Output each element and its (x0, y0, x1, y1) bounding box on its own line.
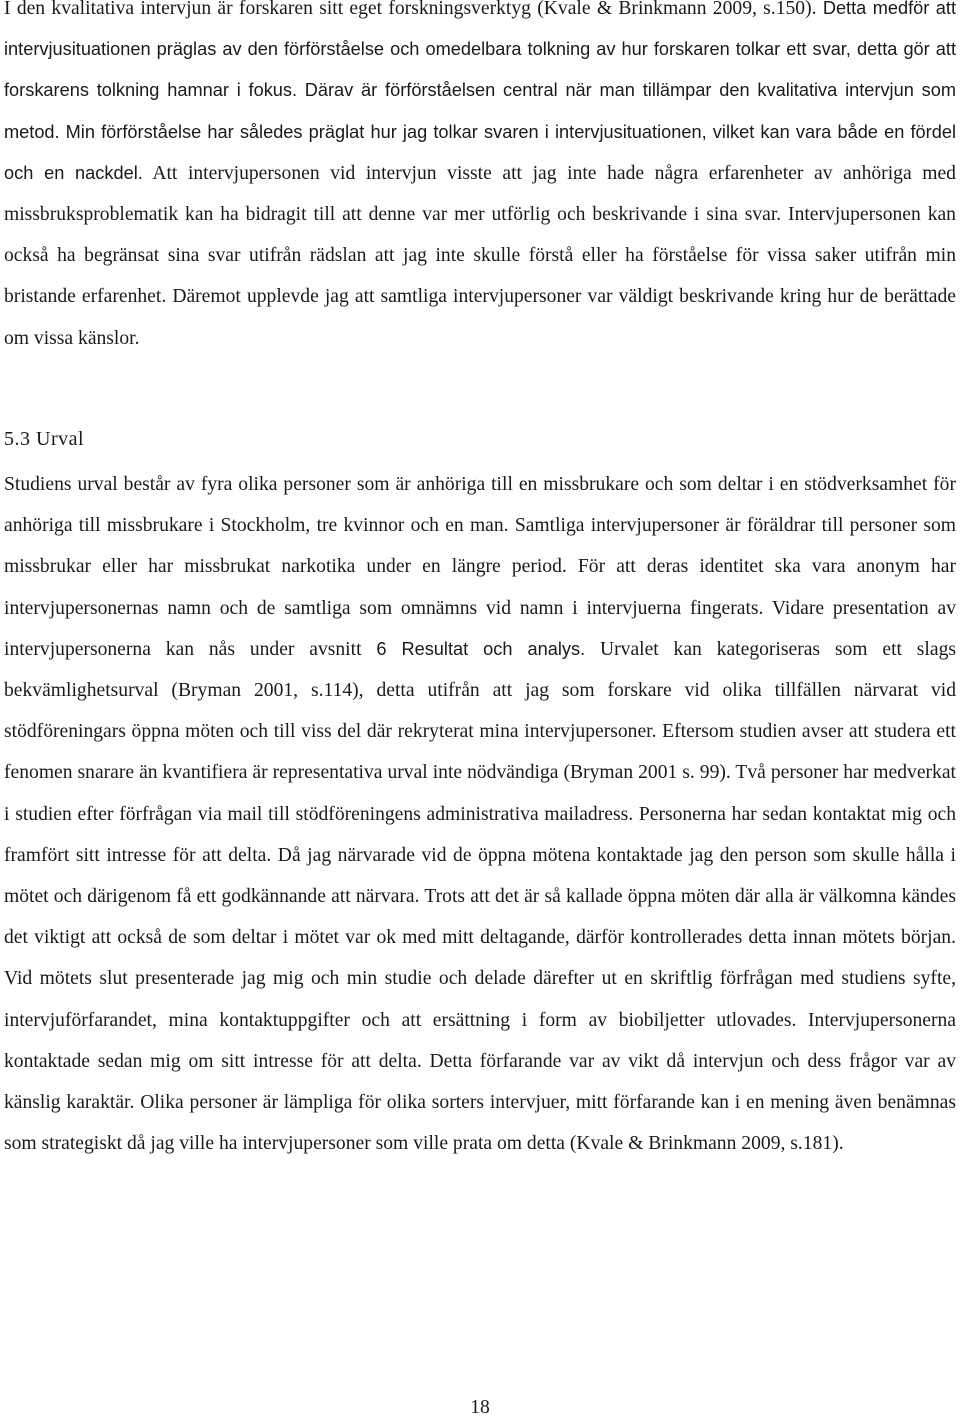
paragraph-text: Urvalet kan kategoriseras som ett slags bekvämlighetsurval (Bryman 2001, s.114), detta utifrån att jag som forskare vid olika tillfällen närvarat vid stödföreningars öppna möten och till viss del där rekryterat mina intervjupersoner. Eftersom studien avser att studera ett fenomen snarare än kvantifiera är representativa urval inte nödvändiga (Bryman 2001 s. 99). Två personer har medverkat i studien efter förfrågan via mail till stödföreningens administrativa mailadress. Personerna har sedan kontaktat mig och framfört sitt intresse för att delta. Då jag närvarade vid de öppna mötena kontaktade jag den person som skulle hålla i mötet och därigenom få ett godkännande att närvara. Trots att det är så kallade öppna möten där alla är välkomna kändes det viktigt att också de som deltar i mötet var ok med mitt deltagande, därför kontrollerades detta innan mötets början. Vid mötets slut presenterade jag mig och min studie och delade därefter ut en skriftlig förfrågan med studiens syfte, intervjuförfarandet, mina kontaktuppgifter och att ersättning i form av biobiljetter utlovades. Intervjupersonerna kontaktade sedan mig om sitt intresse för att delta. Detta förfarande var av vikt då intervjun och dess frågor var av känslig karaktär. Olika personer är lämpliga för olika sorters intervjuer, mitt förfarande kan i en mening även benämnas som strategiskt då jag ville ha intervjupersoner som ville prata om detta (Kvale & Brinkmann 2009, s.181). (4, 638, 956, 1155)
sentence: Att intervjupersonen vid intervjun visste att jag inte hade några erfarenheter av anhöriga med missbruksproblematik kan ha bidragit till att denne var mer utförlig och beskrivande i sina svar. (4, 162, 956, 226)
sentence: Däremot upplevde jag att samtliga intervjupersoner var väldigt beskrivande kring hur de berättade om vissa känslor. (4, 286, 956, 349)
paragraph-text: Studiens urval består av fyra olika personer som är anhöriga till en missbrukare och som deltar i en stödverksamhet för anhöriga till missbrukare i Stockholm, tre kvinnor och en man. Samtliga intervjupersoner är föräldrar till personer som missbrukar eller har missbrukat narkotika under en längre period. För att deras identitet ska vara anonym har intervjupersonernas namn och de samtliga som omnämns vid namn i intervjuerna fingerats. Vidare presentation av intervjupersonerna kan nås under avsnitt (4, 474, 956, 660)
section-heading: 5.3 Urval (4, 428, 85, 450)
sentence: Min förförståelse har således präglat hur jag tolkar svaren i intervjusituationen, vilket kan vara både en fördel och en nackdel. (4, 121, 956, 183)
sentence: Intervjupersonen kan också ha begränsat sina svar utifrån rädslan att jag inte skulle förstå eller ha förståelse för vissa saker utifrån min bristande erfarenhet. (4, 204, 956, 308)
sentence: I den kvalitativa intervjun är forskaren sitt eget forskningsverktyg (Kvale & Brinkmann 2009, s.150). (4, 0, 817, 19)
paragraph-preunderstanding (4, 0, 956, 359)
document-page (4, 0, 956, 1421)
section-reference: 6 Resultat och analys. (376, 638, 586, 659)
page-number: 18 (470, 1397, 490, 1418)
sentence: Detta medför att intervjusituationen präglas av den förförståelse och omedelbara tolkning av hur forskaren tolkar ett svar, detta gör att forskarens tolkning hamnar i fokus. (4, 0, 956, 101)
sentence: Därav är förförståelsen central när man tillämpar den kvalitativa intervjun som metod. (4, 80, 956, 142)
paragraph-selection (4, 464, 956, 1164)
